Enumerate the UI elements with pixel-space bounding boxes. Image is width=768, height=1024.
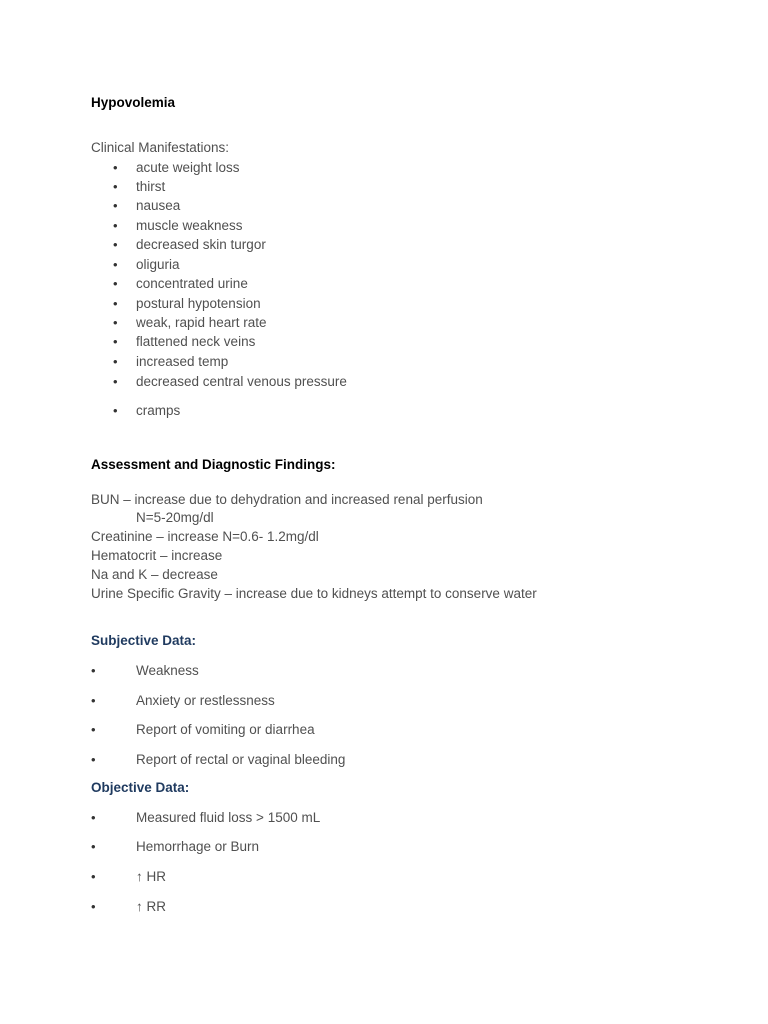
bullet-icon: • [91, 663, 96, 678]
subjective-item: Weakness [136, 663, 199, 678]
clinical-item: decreased skin turgor [136, 237, 266, 252]
subjective-item: Anxiety or restlessness [136, 693, 275, 708]
bullet-icon: • [91, 839, 96, 854]
bullet-icon: • [113, 198, 118, 213]
subjective-item: Report of vomiting or diarrhea [136, 722, 315, 737]
assessment-line: BUN – increase due to dehydration and increased renal perfusion [91, 492, 483, 507]
clinical-item: cramps [136, 403, 181, 418]
clinical-item: weak, rapid heart rate [136, 315, 267, 330]
bullet-icon: • [113, 403, 118, 418]
bullet-icon: • [113, 354, 118, 369]
document-title: Hypovolemia [91, 95, 176, 110]
clinical-item: flattened neck veins [136, 334, 256, 349]
subjective-item: Report of rectal or vaginal bleeding [136, 752, 346, 767]
objective-item: ↑ HR [136, 869, 166, 884]
clinical-item: increased temp [136, 354, 229, 369]
bullet-icon: • [113, 160, 118, 175]
bullet-icon: • [91, 693, 96, 708]
clinical-item: acute weight loss [136, 160, 240, 175]
bullet-icon: • [113, 179, 118, 194]
clinical-item: concentrated urine [136, 276, 248, 291]
assessment-line: Creatinine – increase N=0.6- 1.2mg/dl [91, 529, 319, 544]
bullet-icon: • [113, 296, 118, 311]
subjective-data-heading: Subjective Data: [91, 633, 197, 648]
bullet-icon: • [91, 752, 96, 767]
bullet-icon: • [113, 334, 118, 349]
bullet-icon: • [91, 722, 96, 737]
clinical-item: postural hypotension [136, 296, 261, 311]
clinical-item: oliguria [136, 257, 180, 272]
bullet-icon: • [113, 257, 118, 272]
assessment-line: N=5-20mg/dl [136, 510, 214, 525]
clinical-item: thirst [136, 179, 166, 194]
bullet-icon: • [91, 810, 96, 825]
bullet-icon: • [113, 374, 118, 389]
objective-item: Measured fluid loss > 1500 mL [136, 810, 321, 825]
clinical-manifestations-heading: Clinical Manifestations: [91, 140, 230, 155]
clinical-item: nausea [136, 198, 181, 213]
clinical-item: decreased central venous pressure [136, 374, 347, 389]
bullet-icon: • [113, 276, 118, 291]
bullet-icon: • [91, 869, 96, 884]
bullet-icon: • [113, 218, 118, 233]
assessment-line: Hematocrit – increase [91, 548, 223, 563]
assessment-line: Na and K – decrease [91, 567, 218, 582]
assessment-heading: Assessment and Diagnostic Findings: [91, 457, 336, 472]
bullet-icon: • [113, 315, 118, 330]
bullet-icon: • [91, 899, 96, 914]
bullet-icon: • [113, 237, 118, 252]
objective-data-heading: Objective Data: [91, 780, 190, 795]
objective-item: ↑ RR [136, 899, 166, 914]
assessment-line: Urine Specific Gravity – increase due to kidneys attempt to conserve water [91, 586, 537, 601]
clinical-item: muscle weakness [136, 218, 243, 233]
objective-item: Hemorrhage or Burn [136, 839, 260, 854]
